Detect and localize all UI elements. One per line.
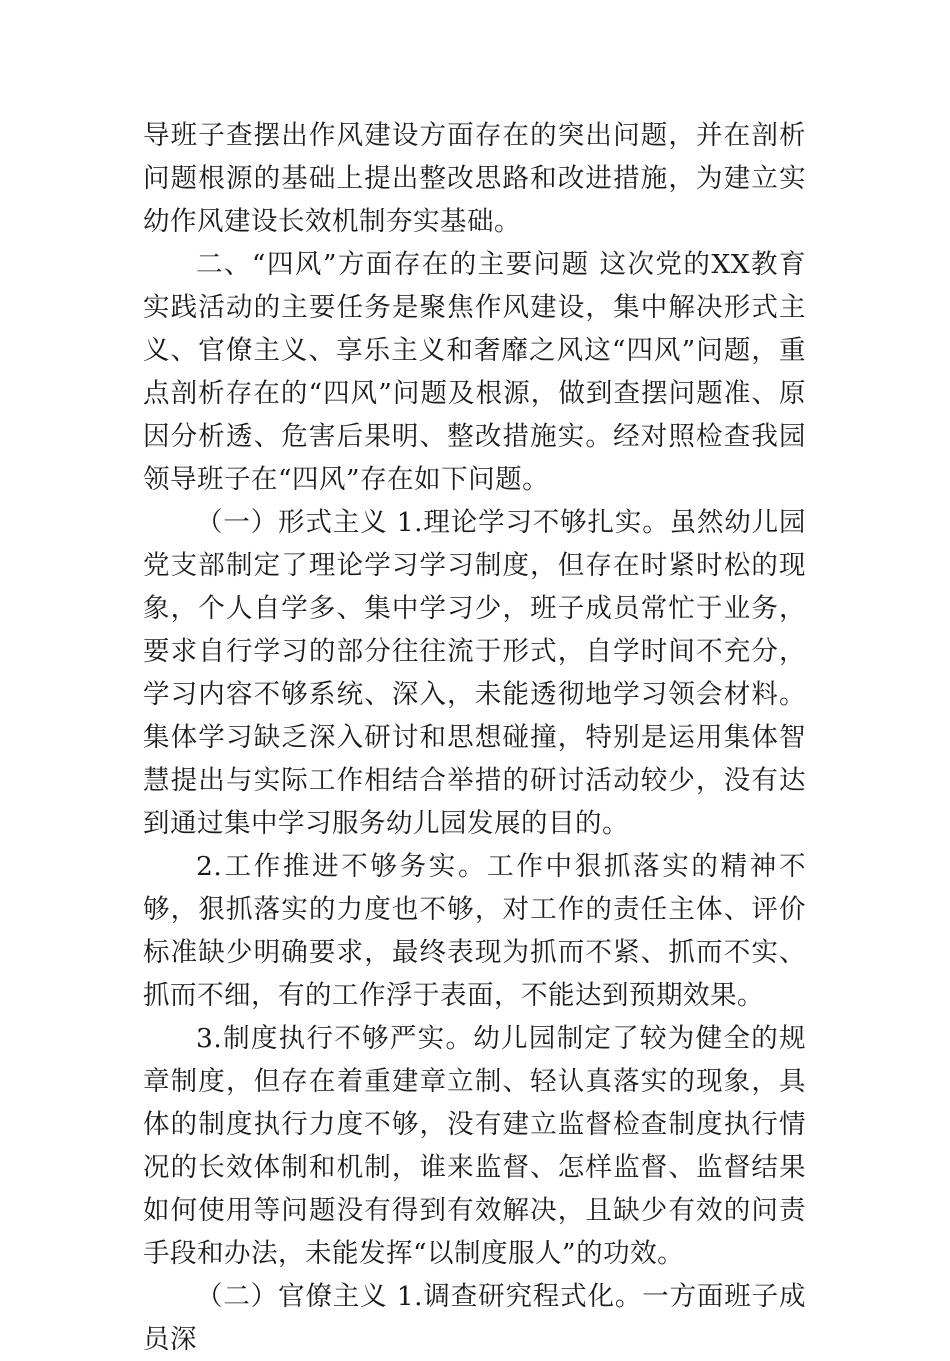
paragraph-work-advancement: 2.工作推进不够务实。工作中狠抓落实的精神不够，狠抓落实的力度也不够，对工作的责任主体、评价标准缺少明确要求，最终表现为抓而不紧、抓而不实、抓而不细，有的工作浮于表面，不能达到预期效果。 [143,851,806,1011]
document-body [143,114,806,1361]
paragraph-bureaucratism: （二）官僚主义 1.调查研究程式化。一方面班子成员深 [143,1281,806,1355]
paragraph-formalism-theory-study: （一）形式主义 1.理论学习不够扎实。虽然幼儿园党支部制定了理论学习学习制度，但存在时紧时松的现象，个人自学多、集中学习少，班子成员常忙于业务，要求自行学习的部分往往流于形式，自学时间不充分，学习内容不够系统、深入，未能透彻地学习领会材料。集体学习缺乏深入研讨和思想碰撞，特别是运用集体智慧提出与实际工作相结合举措的研讨活动较少，没有达到通过集中学习服务幼儿园发展的目的。 [143,507,806,839]
paragraph-continuation: 导班子查摆出作风建设方面存在的突出问题，并在剖析问题根源的基础上提出整改思路和改进措施，为建立实幼作风建设长效机制夯实基础。 [143,120,806,237]
paragraph-section-two-heading: 二、“四风”方面存在的主要问题 这次党的XX教育实践活动的主要任务是聚焦作风建设，集中解决形式主义、官僚主义、享乐主义和奢靡之风这“四风”问题，重点剖析存在的“四风”问题及根源，做到查摆问题准、原因分析透、危害后果明、整改措施实。经对照检查我园领导班子在“四风”存在如下问题。 [143,249,806,495]
paragraph-system-execution: 3.制度执行不够严实。幼儿园制定了较为健全的规章制度，但存在着重建章立制、轻认真落实的现象，具体的制度执行力度不够，没有建立监督检查制度执行情况的长效体制和机制，谁来监督、怎样监督、监督结果如何使用等问题没有得到有效解决，且缺少有效的问责手段和办法，未能发挥“以制度服人”的功效。 [143,1023,806,1269]
